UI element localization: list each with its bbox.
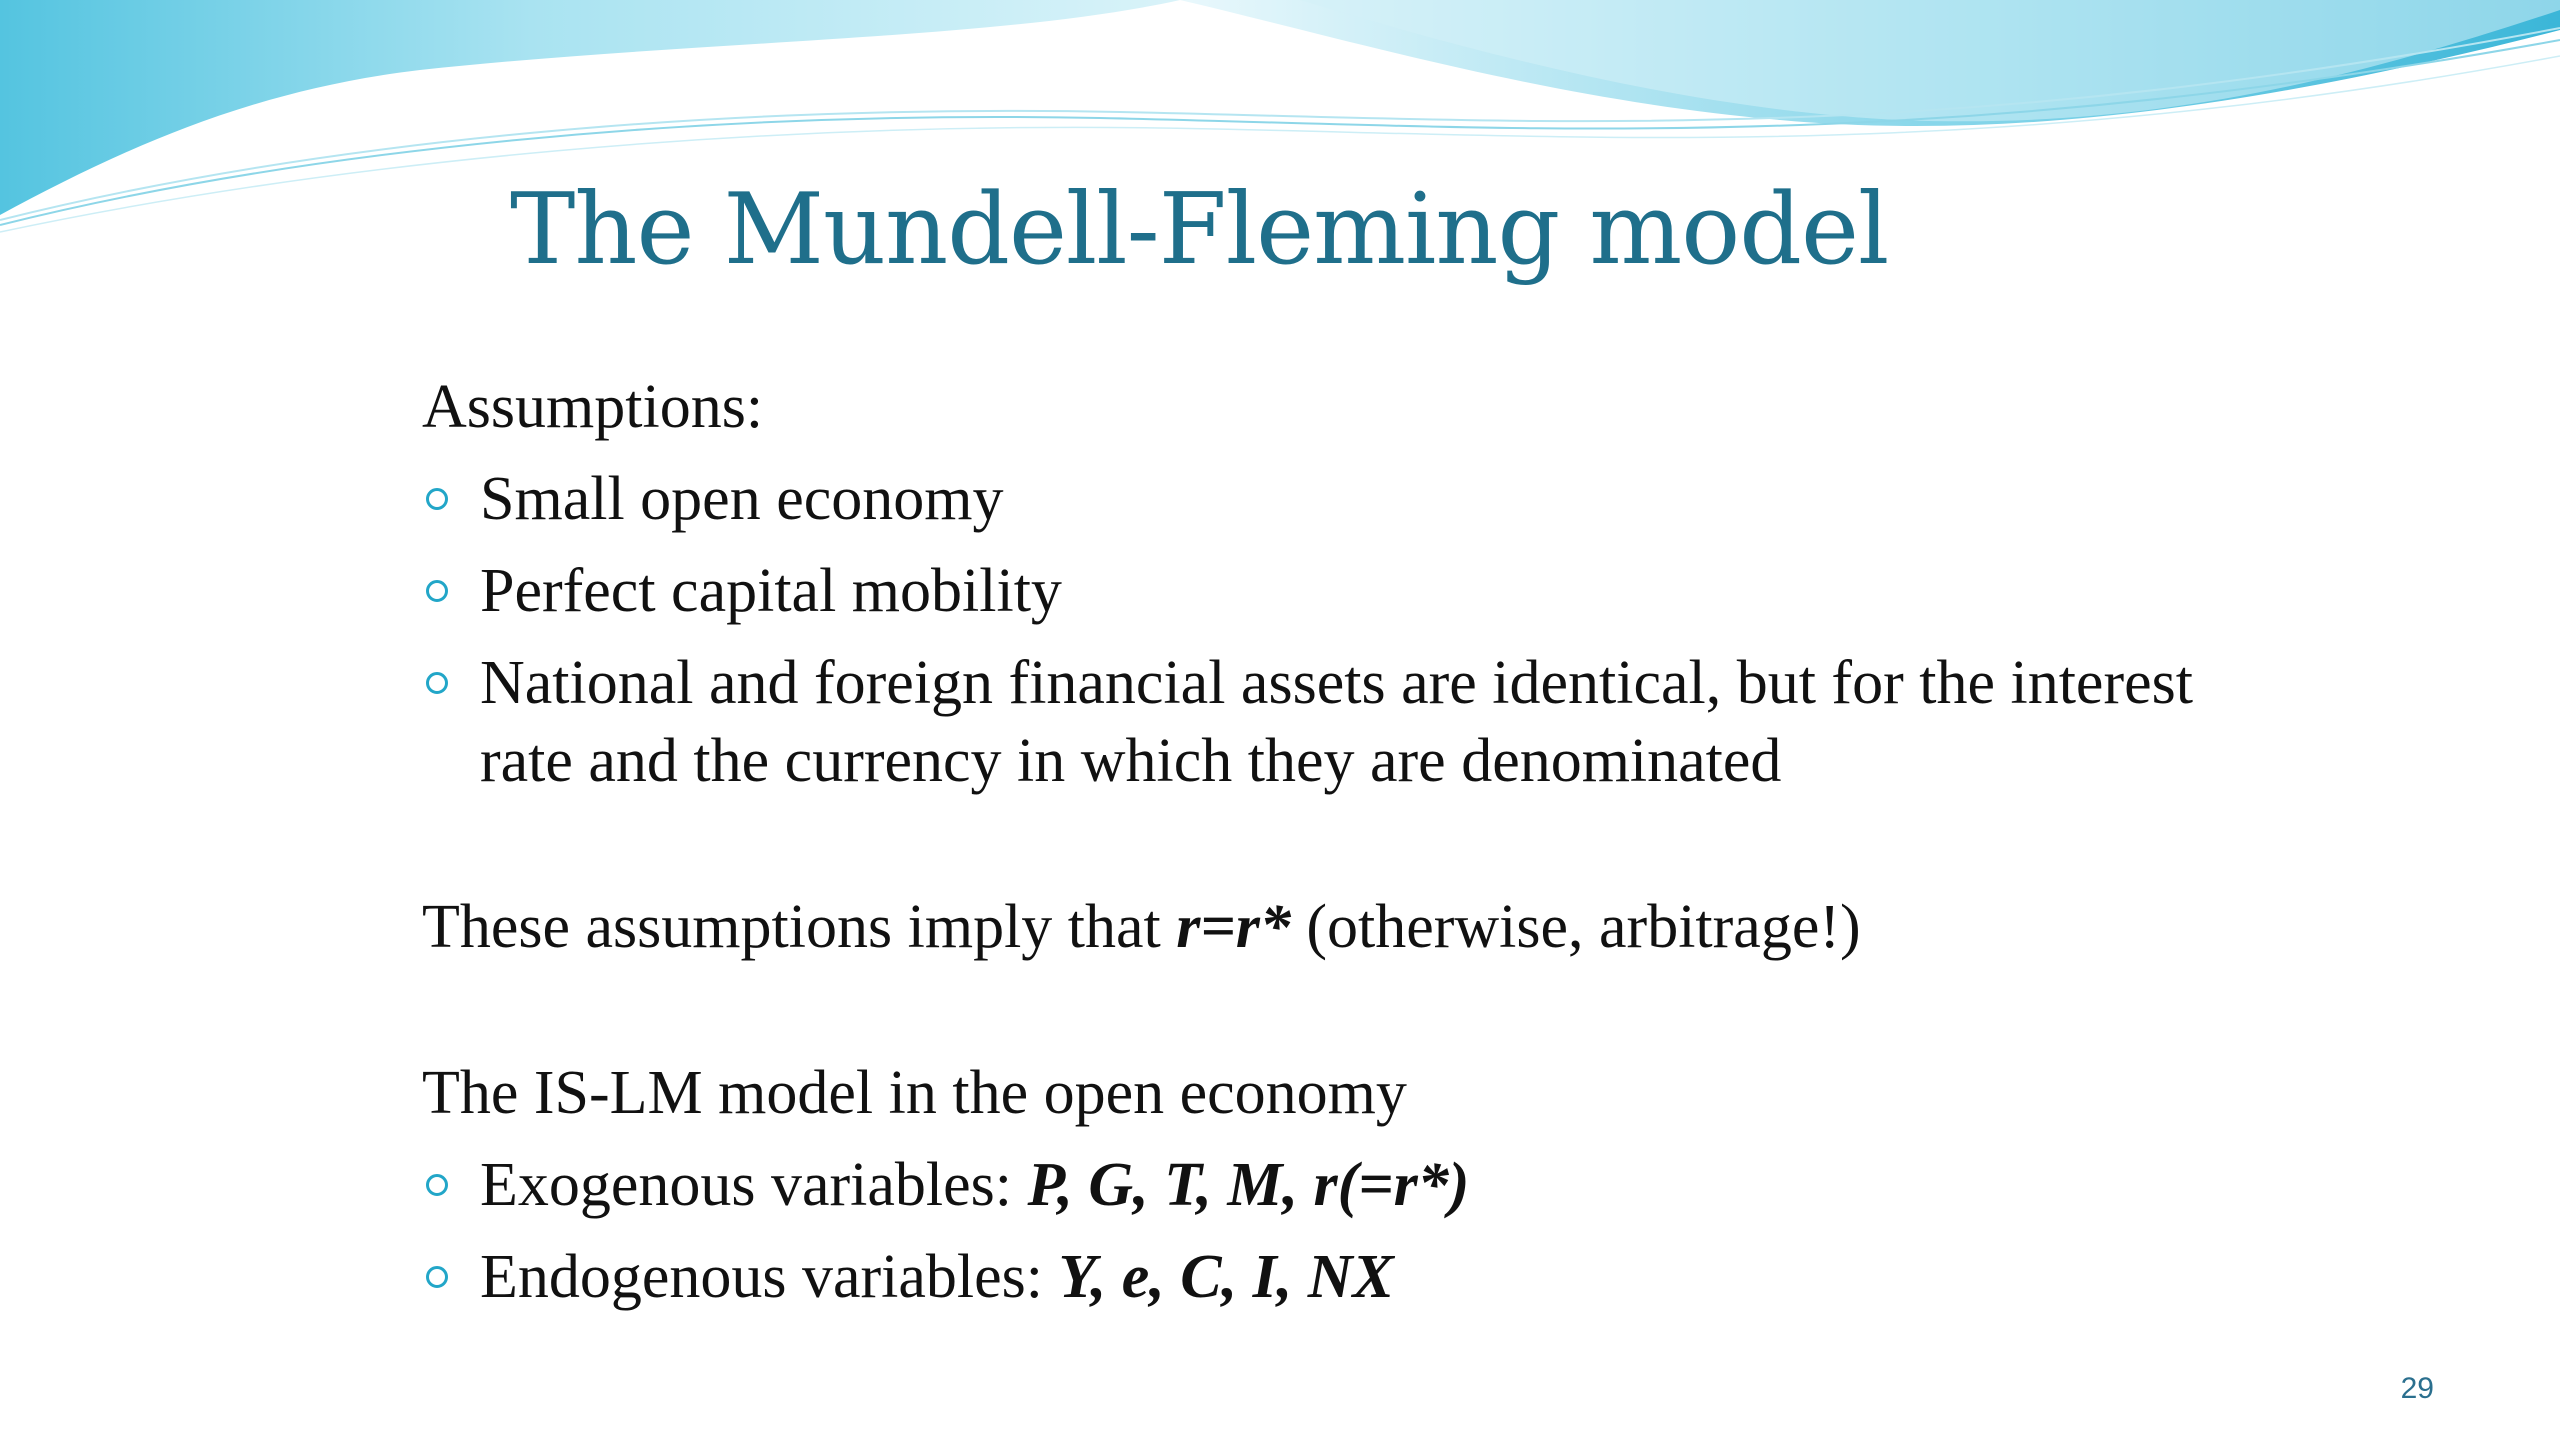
- implication-suffix: (otherwise, arbitrage!): [1290, 893, 1861, 961]
- implication-sentence: [422, 888, 2222, 966]
- slide-title: The Mundell-Fleming model: [510, 173, 1889, 287]
- implication-equation: r=r*: [1176, 893, 1291, 961]
- hollow-circle-bullet-icon: [426, 1174, 448, 1196]
- variables-values: Y, e, C, I, NX: [1058, 1243, 1394, 1311]
- page-number: 29: [2400, 1372, 2434, 1405]
- spacer: [422, 800, 2222, 888]
- list-item-text: Small open economy: [480, 465, 1004, 533]
- variables-label: Exogenous variables:: [480, 1151, 1028, 1219]
- implication-prefix: These assumptions imply that: [422, 893, 1177, 961]
- list-item: [422, 644, 2240, 800]
- model-heading: The IS-LM model in the open economy: [422, 1059, 1407, 1127]
- list-item: [422, 1238, 2222, 1316]
- variables-list: [422, 1146, 2222, 1316]
- hollow-circle-bullet-icon: [426, 488, 448, 510]
- assumptions-heading: Assumptions:: [422, 373, 764, 441]
- list-item-text: Perfect capital mobility: [480, 557, 1062, 625]
- spacer: [422, 966, 2222, 1054]
- hollow-circle-bullet-icon: [426, 1266, 448, 1288]
- hollow-circle-bullet-icon: [426, 672, 448, 694]
- list-item-text: National and foreign financial assets are identical, but for the interest rate and the currency in which they are denominated: [480, 649, 2193, 795]
- hollow-circle-bullet-icon: [426, 580, 448, 602]
- list-item: [422, 552, 2222, 630]
- assumptions-list: [422, 460, 2222, 800]
- variables-values: P, G, T, M, r(=r*): [1027, 1151, 1470, 1219]
- variables-label: Endogenous variables:: [480, 1243, 1059, 1311]
- list-item: [422, 460, 2222, 538]
- list-item: [422, 1146, 2222, 1224]
- slide-body: [422, 368, 2222, 1316]
